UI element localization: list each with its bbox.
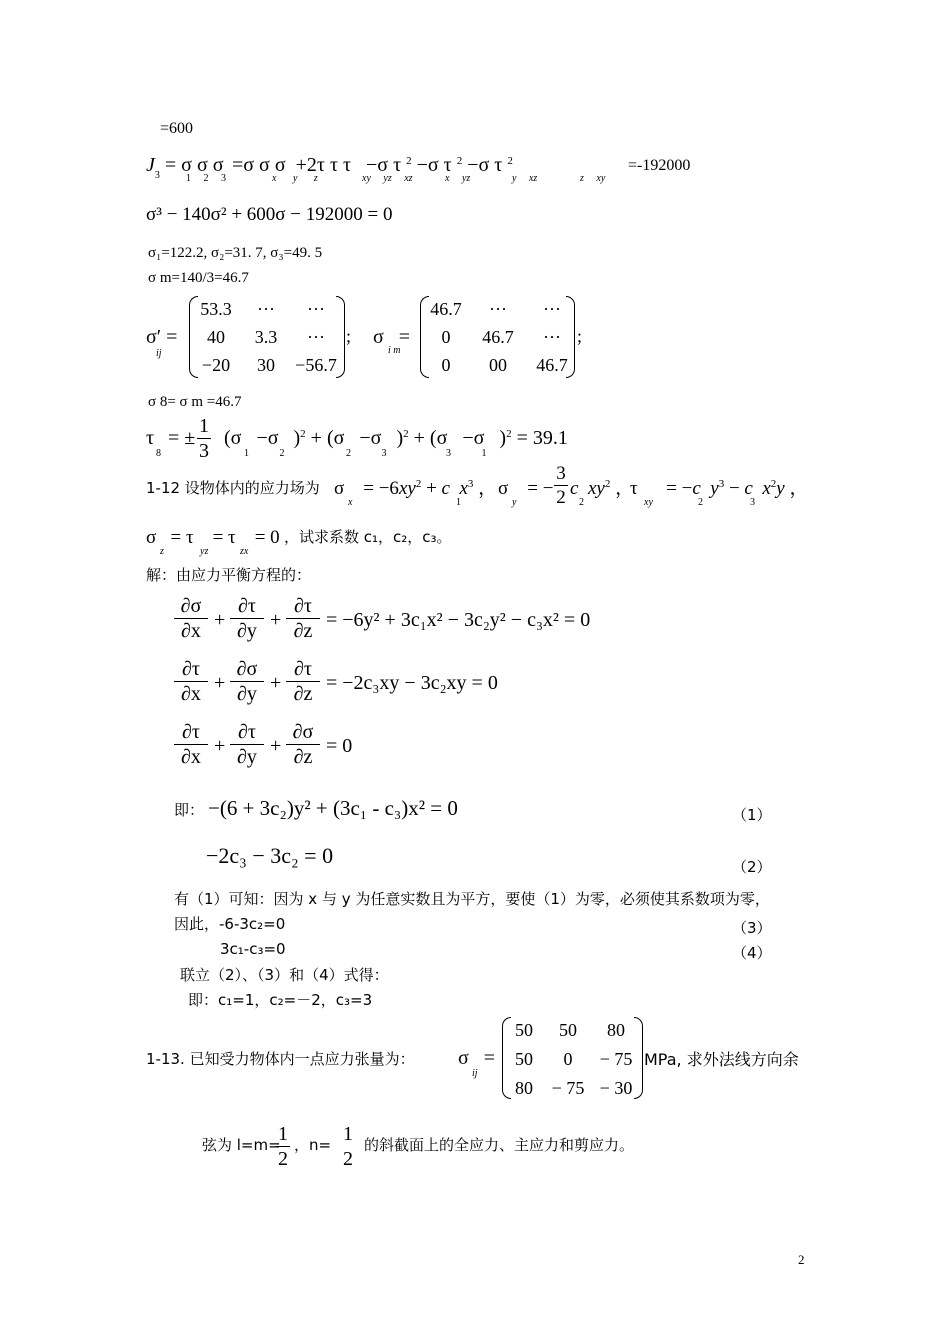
stress-tensor-matrix-cell: 50: [515, 1049, 533, 1069]
eq1-plus1: +: [214, 609, 226, 631]
octahedral-shear-symbol: τ: [146, 427, 155, 449]
eq3-plus1: +: [214, 735, 226, 757]
deviatoric-matrix-cell: 3.3: [254, 327, 278, 347]
eq2-rhs: = −2c₃xy − 3c₂xy = 0: [326, 672, 498, 694]
tau8-fraction: 1 3: [199, 415, 209, 462]
c2-sub-b: 2: [698, 497, 703, 508]
deviatoric-label: σ′ =: [146, 326, 178, 348]
problem-1-13-prefix: 1-13. 已知受力物体内一点应力张量为：: [146, 1050, 415, 1068]
equation-label-2: （2）: [732, 858, 772, 876]
equation-label-3: （3）: [732, 919, 772, 937]
j3-body: =σ σ σ +2τ τ τ −σ τ $^2$ −σ τ $^2$ −σ τ $^2$: [232, 154, 513, 176]
mean-stress: σ m=140/3=46.7: [148, 270, 249, 286]
spherical-matrix-cell: 46.7: [430, 299, 462, 319]
eq3-rhs: = 0: [326, 735, 353, 757]
j3-subscripts-2: x y z: [272, 173, 318, 184]
stress-tensor-subscript: ij: [472, 1068, 478, 1079]
explanation-line-2: 因此，-6-3c₂=0: [174, 915, 286, 933]
tau-xy-sub: xy: [644, 497, 653, 508]
spherical-matrix-cell: 46.7: [482, 327, 514, 347]
half-fraction-2: 1 2: [343, 1123, 353, 1170]
eq1-term3: ∂τ ∂z: [286, 596, 320, 641]
deviatoric-matrix-cell: −20: [201, 355, 231, 375]
eq2-plus2: +: [270, 672, 282, 694]
eq1-term2: ∂τ ∂y: [230, 596, 264, 641]
combine-line: 联立（2）、（3）和（4）式得：: [180, 966, 389, 984]
stress-tensor-symbol: σ =: [458, 1047, 496, 1069]
deviatoric-matrix-cell: ···: [257, 299, 275, 319]
spherical-subscript: i m: [388, 345, 401, 356]
eq2-plus1: +: [214, 672, 226, 694]
equation-two: −2c₃ − 3c₂ = 0: [206, 843, 334, 868]
three-halves-fraction: 3 2: [554, 464, 568, 507]
equation-four: 3c₁-c₃=0: [220, 940, 286, 958]
explanation-line-1: 有（1）可知：因为 x 与 y 为任意实数且为平方，要使（1）为零，必须使其系数项为零，: [174, 890, 770, 908]
equation-label-4: （4）: [732, 944, 772, 962]
deviatoric-matrix-cell: 30: [257, 355, 275, 375]
stress-tensor-matrix-cell: 80: [607, 1020, 625, 1040]
eq2-term2: ∂σ ∂y: [230, 659, 264, 704]
deviatoric-semicolon: ;: [346, 326, 352, 346]
tau8-subs: 1 2: [244, 448, 285, 459]
j2-value: =600: [160, 120, 194, 137]
problem-1-13-line2-a: 弦为 l=m=: [202, 1136, 281, 1154]
problem-1-13-suffix: MPa, 求外法线方向余: [644, 1050, 799, 1069]
eq1-rhs: = −6y² + 3c₁x² − 3c₂y² − c₃x² = 0: [326, 609, 591, 631]
eq3-plus2: +: [270, 735, 282, 757]
half-fraction-1: 1 2: [278, 1123, 288, 1170]
zero-stress-subs: z: [160, 546, 164, 557]
solution-label: 解：由应力平衡方程的：: [146, 566, 312, 584]
principal-stresses: σ₁=122.2, σ₂=31. 7, σ₃=49. 5: [148, 245, 323, 261]
j3-subscripts: 1 2 3: [186, 173, 226, 184]
problem-1-13-line2-c: 的斜截面上的全应力、主应力和剪应力。: [364, 1136, 635, 1154]
octahedral-normal-stress: σ 8= σ m =46.7: [148, 394, 242, 410]
j3-subscripts-5: y xz: [512, 173, 538, 184]
sigma-x-subs: x: [348, 497, 353, 508]
stress-tensor-matrix-cell: 50: [515, 1020, 533, 1040]
ji-equation: −(6 + 3c₂)y² + (3c₁ - c₃)x² = 0: [208, 796, 458, 820]
c2-sub: 2: [579, 497, 584, 508]
eq2-term1: ∂τ ∂x: [174, 659, 208, 704]
final-answer: 即：c₁=1，c₂=－2，c₃=3: [188, 991, 373, 1009]
equation-label-1: （1）: [732, 806, 772, 824]
sigma-y-sub: y: [512, 497, 517, 508]
stress-tensor-matrix-cell: − 75: [599, 1049, 633, 1069]
eq3-term1: ∂τ ∂x: [174, 722, 208, 767]
stress-tensor-matrix-cell: 0: [563, 1049, 573, 1069]
tau8-subs-2: 2 3: [346, 448, 387, 459]
zero-stress-subs-3: zx: [240, 546, 249, 557]
sigma-y-expression: σ = −: [498, 478, 554, 499]
eq1-plus2: +: [270, 609, 282, 631]
tau8-expression: (σ −σ )$^2$ + (σ −σ )$^2$ + (σ −σ )$^2$ = 39.1: [224, 427, 568, 449]
deviatoric-subscript: ij: [156, 348, 162, 359]
j3-equation: $J_3 = \sigma$ σ σ: [146, 154, 229, 181]
problem-1-13-line2-b: ，n=: [294, 1136, 332, 1154]
characteristic-equation: σ³ − 140σ² + 600σ − 192000 = 0: [146, 204, 393, 225]
tau8-subs-3: 3 1: [446, 448, 487, 459]
tau8-equals: = ±: [168, 427, 196, 449]
c3-sub: 3: [750, 497, 755, 508]
spherical-matrix-cell: ···: [543, 299, 561, 319]
stress-tensor-matrix-cell: 80: [515, 1078, 533, 1098]
spherical-matrix-cell: 46.7: [536, 355, 568, 375]
stress-tensor-matrix-cell: − 75: [551, 1078, 585, 1098]
spherical-matrix-cell: 0: [441, 327, 451, 347]
eq2-term3: ∂τ ∂z: [286, 659, 320, 704]
deviatoric-matrix-cell: ···: [307, 299, 325, 319]
tau8-subscript: 8: [156, 448, 161, 459]
j3-symbol: J: [146, 154, 155, 176]
deviatoric-matrix-cell: −56.7: [295, 355, 337, 375]
tau-xy-expression: τ = −c $y^3 - c$ $x^2y$ ，: [630, 478, 809, 499]
problem-1-12-prefix: 1-12 设物体内的应力场为: [146, 479, 320, 497]
eq3-term2: ∂τ ∂y: [230, 722, 264, 767]
j3-subscripts-6: z xy: [580, 173, 606, 184]
deviatoric-matrix-cell: 40: [207, 327, 225, 347]
spherical-semicolon: ;: [577, 326, 583, 346]
spherical-matrix-cell: 00: [489, 355, 507, 375]
c1-sub: 1: [456, 497, 461, 508]
spherical-matrix-cell: ···: [489, 299, 507, 319]
eq1-term1: ∂σ ∂x: [174, 596, 208, 641]
sigma-y-tail: c $xy^2$ ，: [570, 478, 635, 499]
spherical-matrix-cell: 0: [441, 355, 451, 375]
sigma-x-expression: σ = $-6xy^2 + c$ $x^3$ ，: [334, 478, 498, 499]
j3-subscripts-3: xy yz xz: [362, 173, 413, 184]
problem-1-12-ask: ，试求系数 c₁，c₂，c₃。: [284, 528, 452, 546]
ji-prefix: 即：: [174, 801, 205, 819]
spherical-matrix-cell: ···: [543, 327, 561, 347]
stress-tensor-matrix-cell: − 30: [599, 1078, 633, 1098]
deviatoric-matrix-cell: ···: [307, 327, 325, 347]
deviatoric-matrix-cell: 53.3: [200, 299, 232, 319]
page-number: 2: [798, 1252, 805, 1267]
zero-stresses: σ = τ = τ = 0: [146, 527, 280, 548]
j3-subscripts-4: x yz: [445, 173, 471, 184]
zero-stress-subs-2: yz: [200, 546, 209, 557]
stress-tensor-matrix-cell: 50: [559, 1020, 577, 1040]
j3-result: =-192000: [628, 157, 691, 174]
eq3-term3: ∂σ ∂z: [286, 722, 320, 767]
spherical-label: σ =: [373, 326, 411, 348]
